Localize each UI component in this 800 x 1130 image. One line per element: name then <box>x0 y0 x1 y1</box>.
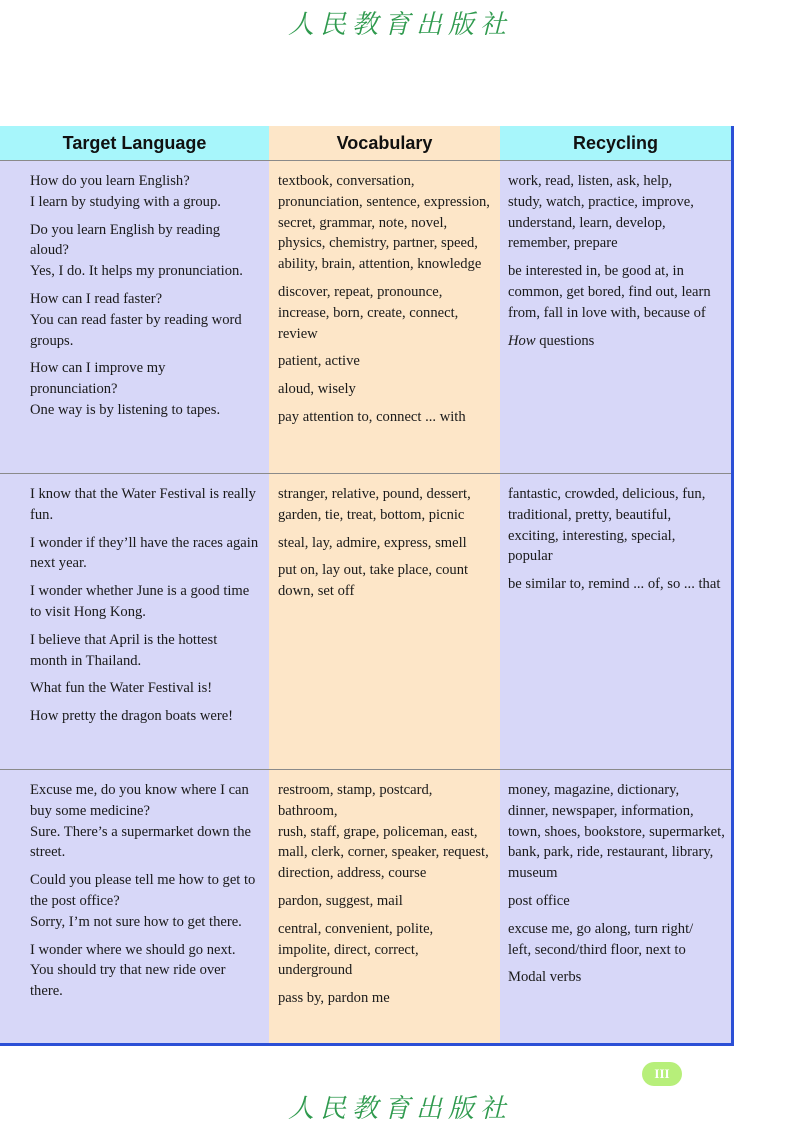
text-block <box>30 581 261 623</box>
text-line: I wonder whether June is a good time <box>30 583 250 600</box>
text-block <box>508 484 725 567</box>
text-line: down, set off <box>278 583 355 600</box>
text-block <box>278 171 494 275</box>
text-line: review <box>278 325 318 342</box>
text-block <box>508 780 725 884</box>
unit-overview-table <box>0 126 734 1046</box>
vocabulary-cell <box>269 474 500 769</box>
recycling-cell <box>500 161 731 473</box>
text-line: physics, chemistry, partner, speed, <box>278 235 478 252</box>
text-line: to visit Hong Kong. <box>30 603 146 620</box>
text-line: money, magazine, dictionary, <box>508 782 680 798</box>
target-language-cell <box>0 474 269 769</box>
vocabulary-cell <box>269 161 500 473</box>
text-block <box>30 678 261 699</box>
text-line: garden, tie, treat, bottom, picnic <box>278 506 465 523</box>
text-line: One way is by listening to tapes. <box>30 401 221 418</box>
text-line: I believe that April is the hottest <box>30 631 218 648</box>
text-line: How can I read faster? <box>30 290 163 307</box>
text-line: be similar to, remind ... of, so ... that <box>508 576 721 593</box>
header-vocabulary: Vocabulary <box>269 126 500 160</box>
text-block <box>30 630 261 672</box>
text-line: increase, born, create, connect, <box>278 304 459 321</box>
text-line: exciting, interesting, special, <box>508 527 676 544</box>
text-line: central, convenient, polite, <box>278 920 434 937</box>
text-line: pronunciation, sentence, expression, <box>278 193 490 210</box>
text-line: traditional, pretty, beautiful, <box>508 506 672 523</box>
text-line: Could you please tell me how to get to <box>30 872 256 889</box>
text-line: direction, address, course <box>278 865 427 882</box>
italic-word: How <box>508 332 536 349</box>
header-recycling: Recycling <box>500 126 731 160</box>
text-line: pardon, suggest, mail <box>278 892 403 909</box>
recycling-cell <box>500 474 731 769</box>
text-line: fun. <box>30 506 54 523</box>
text-line: rush, staff, grape, policeman, east, <box>278 823 478 840</box>
text-line: from, fall in love with, because of <box>508 304 706 321</box>
text-block <box>508 574 725 595</box>
text-block <box>278 379 494 400</box>
text-line: fantastic, crowded, delicious, fun, <box>508 486 706 502</box>
text-line: patient, active <box>278 353 360 370</box>
text-line: I wonder if they’ll have the races again <box>30 534 259 551</box>
publisher-logo-top: 人民教育出版社 <box>287 10 512 40</box>
target-language-cell <box>0 770 269 1043</box>
text-line: understand, learn, develop, <box>508 214 666 231</box>
text-line: work, read, listen, ask, help, <box>508 173 673 189</box>
text-block <box>278 988 494 1009</box>
text-block <box>508 891 725 912</box>
text-line: street. <box>30 844 66 861</box>
text-line: Excuse me, do you know where I can <box>30 782 249 798</box>
text-line: put on, lay out, take place, count <box>278 562 469 579</box>
text-line: buy some medicine? <box>30 802 150 819</box>
text-line: How do you learn English? <box>30 173 190 189</box>
text-block <box>30 220 261 282</box>
text-line: Sorry, I’m not sure how to get there. <box>30 913 242 930</box>
publisher-logo-bottom: 人民教育出版社 <box>287 1094 512 1124</box>
text-line: ability, brain, attention, knowledge <box>278 256 482 273</box>
text-line: questions <box>535 332 595 349</box>
text-block <box>30 533 261 575</box>
page-number-badge: III <box>642 1062 682 1086</box>
text-block <box>30 171 261 213</box>
table-row <box>0 770 731 1043</box>
text-line: groups. <box>30 332 74 349</box>
text-line: there. <box>30 983 63 1000</box>
text-line: Modal verbs <box>508 969 582 986</box>
text-line: month in Thailand. <box>30 652 142 669</box>
text-line: Yes, I do. It helps my pronunciation. <box>30 263 243 280</box>
text-line: discover, repeat, pronounce, <box>278 283 443 300</box>
text-line: How can I improve my <box>30 360 166 377</box>
header-target-language: Target Language <box>0 126 269 160</box>
text-line: restroom, stamp, postcard, bathroom, <box>278 782 433 819</box>
text-line: be interested in, be good at, in <box>508 263 684 280</box>
text-block <box>278 407 494 428</box>
text-block <box>30 780 261 863</box>
text-block <box>30 358 261 420</box>
text-line: stranger, relative, pound, dessert, <box>278 486 471 502</box>
text-line: post office <box>508 892 570 909</box>
text-line: I know that the Water Festival is really <box>30 486 256 502</box>
text-line: bank, park, ride, restaurant, library, <box>508 844 714 861</box>
text-line: pronunciation? <box>30 381 118 398</box>
target-language-cell <box>0 161 269 473</box>
text-line: common, get bored, find out, learn <box>508 283 711 300</box>
table-row <box>0 474 731 770</box>
text-block <box>30 940 261 1002</box>
text-line: You should try that new ride over <box>30 962 226 979</box>
text-line: left, second/third floor, next to <box>508 941 686 958</box>
text-line: aloud, wisely <box>278 381 356 398</box>
text-block <box>508 261 725 323</box>
text-block <box>278 351 494 372</box>
text-line: You can read faster by reading word <box>30 311 242 328</box>
text-line: mall, clerk, corner, speaker, request, <box>278 844 489 861</box>
text-line: secret, grammar, note, novel, <box>278 214 448 231</box>
text-block <box>278 484 494 526</box>
text-block <box>30 870 261 932</box>
text-block <box>508 171 725 254</box>
text-line: underground <box>278 962 353 979</box>
text-line: next year. <box>30 555 87 572</box>
text-line: the post office? <box>30 892 120 909</box>
text-block <box>278 282 494 344</box>
text-block <box>278 533 494 554</box>
text-block <box>30 289 261 351</box>
text-line: I wonder where we should go next. <box>30 941 236 958</box>
text-block <box>508 331 725 352</box>
table-row <box>0 161 731 474</box>
vocabulary-cell <box>269 770 500 1043</box>
text-line: steal, lay, admire, express, smell <box>278 534 467 551</box>
text-block <box>30 706 261 727</box>
text-block <box>278 919 494 981</box>
text-line: dinner, newspaper, information, <box>508 802 694 819</box>
text-line: How pretty the dragon boats were! <box>30 708 234 725</box>
text-line: town, shoes, bookstore, supermarket, <box>508 823 725 840</box>
text-line: excuse me, go along, turn right/ <box>508 920 694 937</box>
text-line: popular <box>508 548 553 565</box>
text-block <box>278 780 494 884</box>
recycling-cell <box>500 770 731 1043</box>
text-line: pass by, pardon me <box>278 990 390 1007</box>
text-block <box>278 560 494 602</box>
text-line: Sure. There’s a supermarket down the <box>30 823 252 840</box>
text-line: pay attention to, connect ... with <box>278 408 466 425</box>
text-block <box>508 967 725 988</box>
text-line: impolite, direct, correct, <box>278 941 419 958</box>
text-block <box>508 919 725 961</box>
table-header-row <box>0 126 731 161</box>
text-line: Do you learn English by reading <box>30 221 221 238</box>
text-line: What fun the Water Festival is! <box>30 680 213 697</box>
text-line: museum <box>508 865 558 882</box>
text-line: I learn by studying with a group. <box>30 193 221 210</box>
text-line: textbook, conversation, <box>278 173 415 189</box>
text-block <box>30 484 261 526</box>
text-line: remember, prepare <box>508 235 618 252</box>
text-line: study, watch, practice, improve, <box>508 193 694 210</box>
text-block <box>278 891 494 912</box>
text-line: aloud? <box>30 242 69 259</box>
